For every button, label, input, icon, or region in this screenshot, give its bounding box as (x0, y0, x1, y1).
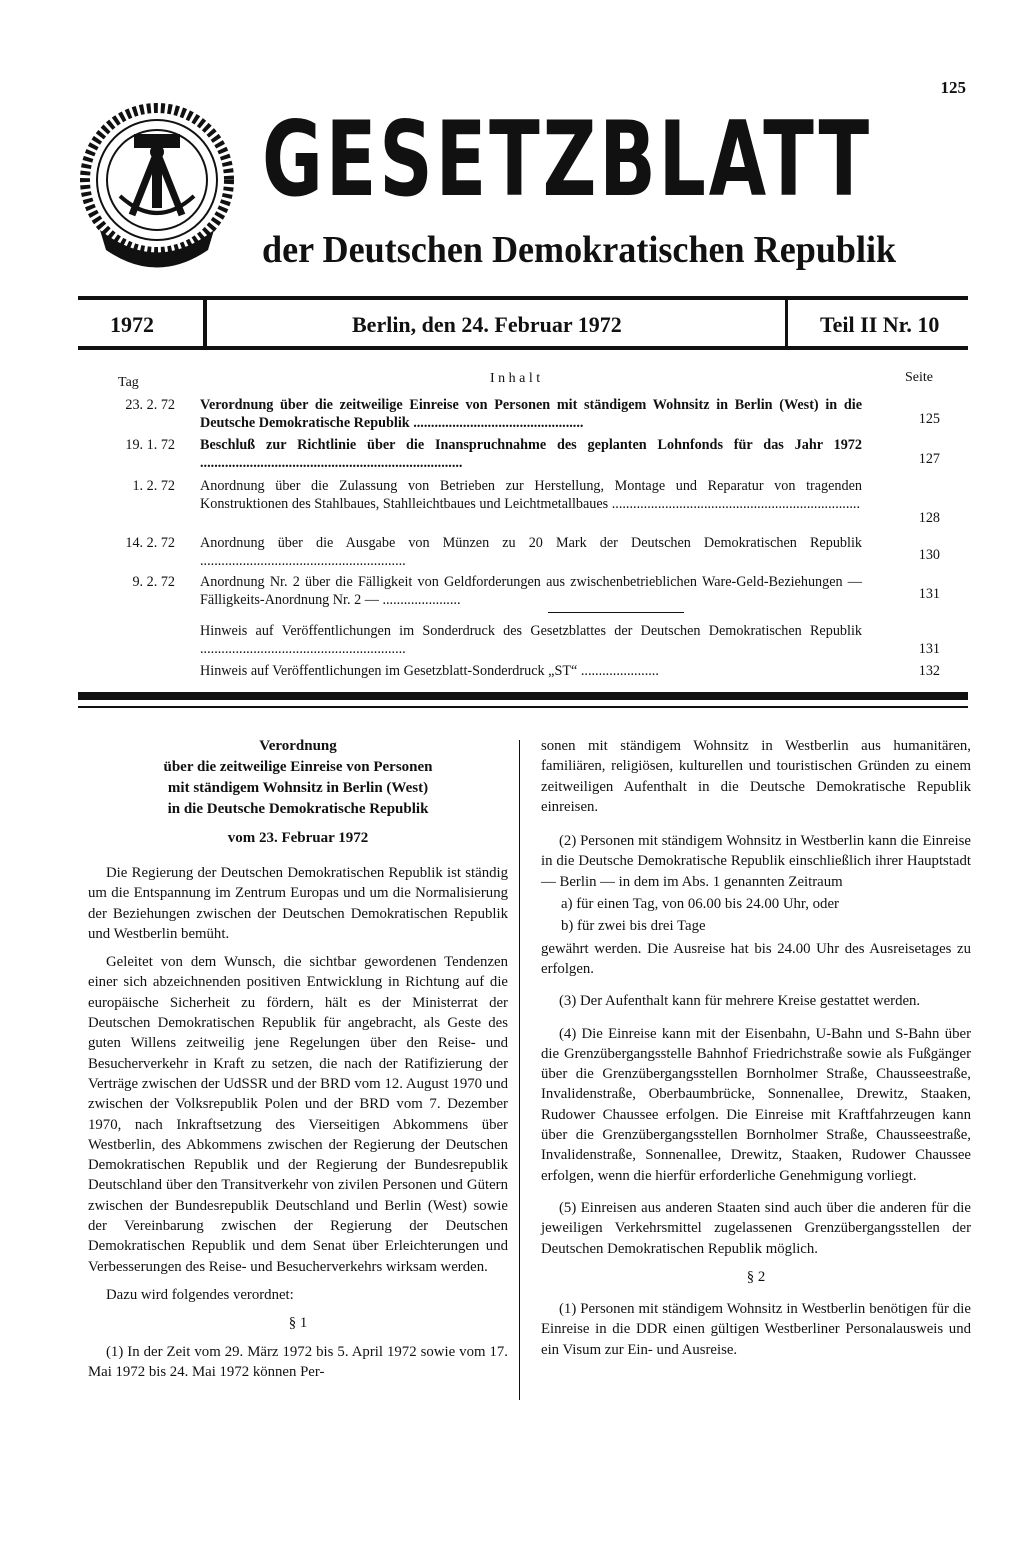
article-title-line: über die zeitweilige Einreise von Personen (163, 759, 433, 775)
right-column (541, 736, 971, 1368)
masthead-subtitle: der Deutschen Demokratischen Republik (262, 229, 897, 271)
article-date: vom 23. Februar 1972 (227, 830, 369, 846)
toc-text: Anordnung über die Zulassung von Betrieben zur Herstellung, Montage und Reparatur von tragenden Konstruktionen des Stahlbaues, Stahlleichtbaues und Leichtmetallbaues ...................................................................... (200, 478, 862, 512)
toc-date: 23. 2. 72 (125, 397, 175, 413)
header-place-date: Berlin, den 24. Februar 1972 (352, 312, 622, 337)
toc-date: 1. 2. 72 (132, 478, 175, 494)
paragraph: (3) Der Aufenthalt kann für mehrere Kreise gestattet werden. (559, 993, 921, 1010)
paragraph: Geleitet von dem Wunsch, die sichtbar gewordenen Tendenzen einer sich abzeichnenden positiven Entwicklung in Richtung auf die europäische Sicherheit zu fördern, hält es der Ministerrat der Deutschen Demokratischen Republik für angebracht, als Geste des guten Willens zeitweilig jene Regelungen über den Reise- und Besucherverkehr in Kraft zu setzen, die nach der Ratifizierung der Verträge zwischen der UdSSR und der BRD vom 12. August 1970 und zwischen der Volksrepublik Polen und der BRD vom 7. Dezember 1970, nach Inkraftsetzung des Vierseitigen Abkommens über Westberlin, des Abkommens zwischen der Regierung der Deutschen Demokratischen Republik und der Regierung der Bundesrepublik Deutschland über den Transitverkehr von zivilen Personen und Gütern zwischen der Bundesrepublik Deutschland und Berlin (West) sowie der Vereinbarung zwischen der Regierung der Deutschen Demokratischen Republik und dem Senat über Erleichterungen und Verbesserungen des Reise- und Besucherverkehrs wirksam werden. (88, 954, 508, 1275)
list-item: b) für zwei bis drei Tage (561, 918, 706, 935)
section-heading: § 2 (746, 1268, 766, 1285)
toc-entry (100, 436, 950, 472)
toc-page: 125 (918, 411, 940, 427)
column-divider (519, 740, 520, 1400)
paragraph: Die Regierung der Deutschen Demokratischen Republik ist ständig um die Entspannung im Zentrum Europas und um die Normalisierung der Beziehungen zwischen der Deutschen Demokratischen Republik und Westberlin bemüht. (88, 865, 508, 942)
toc-entry (100, 573, 950, 609)
page-number: 125 (940, 78, 966, 97)
article-title (88, 736, 508, 820)
paragraph: (1) In der Zeit vom 29. März 1972 bis 5. April 1972 sowie vom 17. Mai 1972 bis 24. Mai 1972 können Per- (88, 1343, 508, 1380)
paragraph: (5) Einreisen aus anderen Staaten sind auch über die anderen für die jeweiligen Verkehrsmittel zugelassenen Grenzübergangsstellen der Deutschen Demokratischen Republik möglich. (541, 1199, 971, 1257)
article-title-line: Verordnung (259, 738, 337, 754)
toc-entry (100, 477, 950, 531)
toc-text: Beschluß zur Richtlinie über die Inanspruchnahme des geplanten Lohnfonds für das Jahr 1972 .......................................................................... (200, 437, 862, 471)
paragraph: gewährt werden. Die Ausreise hat bis 24.00 Uhr des Ausreisetages zu erfolgen. (541, 940, 971, 977)
toc-date: 9. 2. 72 (132, 574, 175, 590)
toc-page: 130 (918, 547, 940, 563)
paragraph: sonen mit ständigem Wohnsitz in Westberlin aus humanitären, familiären, religiösen, kulturellen und touristischen Gründen zu einem zeitweiligen Aufenthalt in die Deutsche Demokratische Republik einreisen. (541, 738, 971, 815)
header-divider (785, 300, 788, 346)
toc-date: 14. 2. 72 (125, 535, 175, 551)
toc-col-tag: Tag (118, 375, 139, 390)
article-title-line: mit ständigem Wohnsitz in Berlin (West) (167, 780, 429, 796)
masthead-title: GESETZBLATT (262, 100, 872, 220)
toc-page: 131 (918, 586, 940, 602)
paragraph: (1) Personen mit ständigem Wohnsitz in Westberlin benötigen für die Einreise in die DDR einen gültigen Westberliner Personalausweis und ein Visum zur Ein- und Ausreise. (541, 1301, 971, 1358)
toc-page: 128 (918, 510, 940, 526)
list-item: a) für einen Tag, von 06.00 bis 24.00 Uhr, oder (561, 896, 839, 913)
paragraph: (2) Personen mit ständigem Wohnsitz in Westberlin kann die Einreise in die Deutsche Demokratische Republik einschließlich ihrer Hauptstadt — Berlin — in dem im Abs. 1 genannten Zeitraum (541, 833, 971, 890)
toc-separator (548, 612, 684, 613)
toc-note (100, 622, 950, 658)
toc-text: Hinweis auf Veröffentlichungen im Sonderdruck des Gesetzblattes der Deutschen Demokratischen Republik .......................................................... (200, 623, 862, 657)
toc-entry (100, 534, 950, 570)
toc-text: Verordnung über die zeitweilige Einreise von Personen mit ständigem Wohnsitz in Berlin (West) in die Deutsche Demokratische Republik ................................................ (200, 397, 862, 431)
toc-entry (100, 396, 950, 432)
toc-text: Hinweis auf Veröffentlichungen im Gesetzblatt-Sonderdruck „ST“ ...................... (200, 663, 659, 679)
section-heading: § 1 (288, 1315, 308, 1332)
header-top-rule (78, 296, 968, 300)
paragraph: (4) Die Einreise kann mit der Eisenbahn, U-Bahn und S-Bahn über die Grenzübergangsstelle Bahnhof Friedrichstraße sowie als Fußgänger über die Grenzübergangsstellen Bornholmer Straße, Chausseestraße, Invalidenstraße, Oberbaumbrücke, Sonnenallee, Drewitz, Staaken, Rudower Chaussee erfolgen. Die Einreise mit Kraftfahrzeugen kann über die Grenzübergangsstellen Bornholmer Straße, Chausseestraße, Invalidenstraße, Sonnenallee, Drewitz, Staaken, Rudower Chaussee erfolgen, wenn die hierfür erforderliche Genehmigung vorliegt. (541, 1025, 971, 1184)
toc-page: 131 (918, 641, 940, 657)
toc-page: 132 (918, 663, 940, 679)
toc-text: Anordnung Nr. 2 über die Fälligkeit von Geldforderungen aus zwischenbetrieblichen Ware-Geld-Beziehungen — Fälligkeits-Anordnung Nr. 2 — ...................... (200, 574, 862, 608)
toc-date: 19. 1. 72 (125, 437, 175, 453)
header-bottom-rule (78, 346, 968, 350)
gdr-emblem-icon (80, 100, 235, 270)
paragraph: Dazu wird folgendes verordnet: (106, 1286, 294, 1303)
toc-page: 127 (918, 451, 940, 467)
header-year: 1972 (110, 312, 154, 337)
article-title-line: in die Deutsche Demokratische Republik (167, 801, 429, 817)
toc-bottom-thin-rule (78, 706, 968, 708)
toc-text: Anordnung über die Ausgabe von Münzen zu 20 Mark der Deutschen Demokratischen Republik .......................................................... (200, 535, 862, 569)
header-divider (203, 300, 207, 346)
left-column (88, 736, 508, 1390)
toc-col-seite: Seite (905, 370, 933, 385)
toc-col-inhalt: I n h a l t (490, 371, 541, 386)
toc-bottom-rule (78, 692, 968, 700)
toc-note (100, 662, 950, 680)
header-issue: Teil II Nr. 10 (820, 312, 940, 337)
